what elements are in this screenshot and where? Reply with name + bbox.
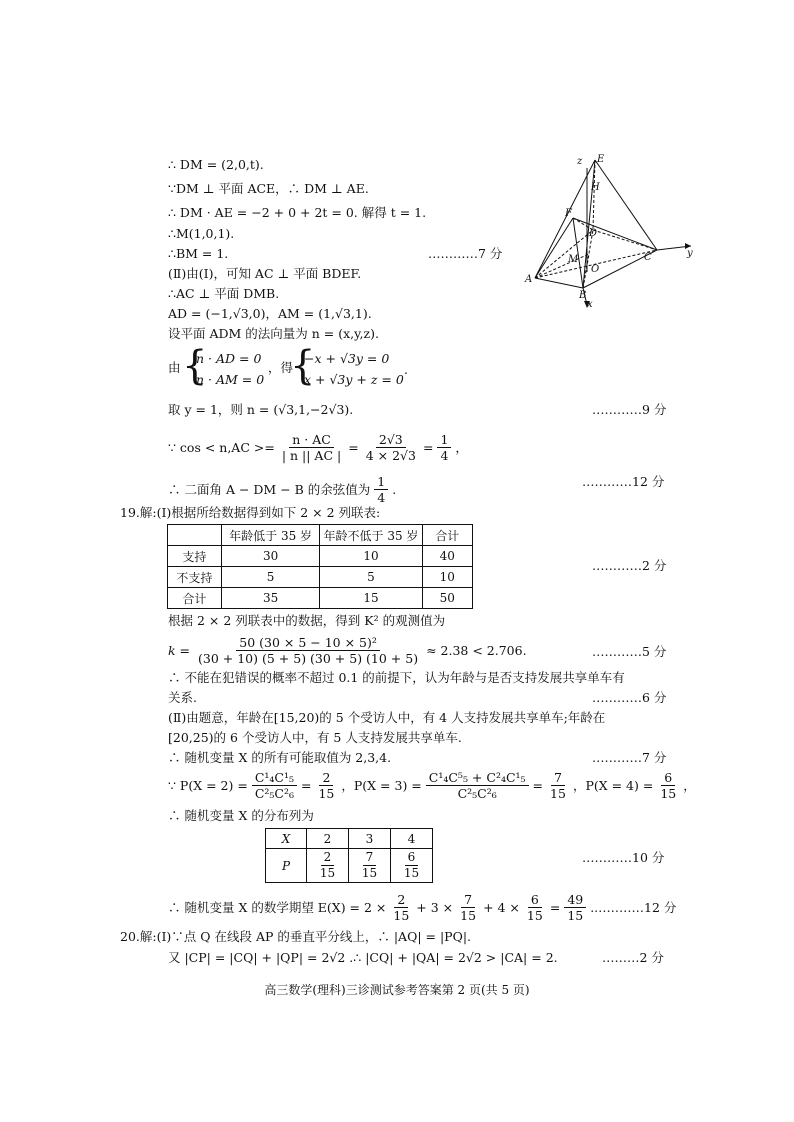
fraction: $\frac{49}{15}$	[564, 892, 586, 923]
fraction: $\frac{6}{15}$	[660, 770, 677, 801]
label-x: x	[587, 299, 593, 310]
table-cell: 10	[422, 567, 472, 588]
score-marker: ………2 分	[602, 950, 664, 965]
fraction: $\frac{7}{15}$	[460, 892, 477, 923]
table-cell: 3	[348, 829, 390, 849]
score-marker: …………2 分	[592, 558, 667, 573]
pyramid-figure	[515, 150, 700, 315]
edge-FA	[535, 218, 573, 278]
solution-line: ∴ 随机变量 X 的所有可能取值为 2,3,4.	[168, 750, 392, 765]
solution-line: ∴M(1,0,1).	[168, 226, 235, 241]
table-header-cell	[168, 525, 222, 546]
table-cell: 40	[422, 546, 472, 567]
contingency-table	[167, 524, 473, 609]
equation: −x + √3y = 0	[304, 351, 390, 366]
fraction: $\frac{2}{15}$	[318, 770, 335, 801]
edge-AB	[535, 278, 583, 288]
edge-FC	[573, 218, 657, 250]
punct: .	[404, 362, 408, 377]
table-cell: P	[266, 849, 307, 883]
table-cell: 15	[320, 588, 422, 609]
label-D: D	[589, 228, 598, 239]
probability-line: ∵ P(X = 2) = $\frac{\text{C¹₄C¹₅}}{\text{C²₅C²₆}}$ = $\frac{2}{15}$ ，P(X = 3) = $\frac{\text{C¹₄C⁵₅ + C²₄C¹₅}}{\text{C²₅C²₆}}$ = $\frac{7}{15}$ ，P(X = 4) = $\frac{6}{15}$ ，	[168, 770, 696, 801]
distribution-table	[265, 828, 433, 883]
table-row	[266, 829, 433, 849]
score-marker: …………7 分	[592, 750, 667, 765]
table-cell: $\frac{7}{15}$	[348, 849, 390, 883]
solution-line: ∴ 不能在犯错误的概率不超过 0.1 的前提下，认为年龄与是否支持发展共享单车有	[168, 670, 625, 685]
score-marker: …………10 分	[582, 850, 665, 865]
question-20-heading: 20.解:(Ⅰ)∵点 Q 在线段 AP 的垂直平分线上，∴ |AQ| = |PQ|.	[120, 929, 472, 944]
label-O: O	[591, 264, 600, 275]
table-cell: 4	[390, 829, 432, 849]
fraction: $\frac{2}{15}$	[393, 892, 410, 923]
score-marker: …………9 分	[592, 402, 667, 417]
solution-line: ∴ DM = (2,0,t).	[168, 157, 264, 172]
table-cell: 10	[320, 546, 422, 567]
table-header-cell: 年龄不低于 35 岁	[320, 525, 422, 546]
equation: n · AM = 0	[196, 372, 265, 387]
left-brace: {	[290, 343, 316, 389]
fraction: $\frac{6}{15}$	[526, 892, 543, 923]
score-marker: …………7 分	[428, 246, 503, 261]
solution-line: ∴ DM · AE = −2 + 0 + 2t = 0. 解得 t = 1.	[168, 205, 427, 220]
table-cell: 支持	[168, 546, 222, 567]
fraction: $\frac{2√3}{4 \times 2√3}$	[365, 432, 416, 463]
table-cell: 2	[306, 829, 348, 849]
equation: n · AD = 0	[196, 351, 262, 366]
system-label: 由	[168, 360, 181, 375]
table-cell: 合计	[168, 588, 222, 609]
expectation-line: ∴ 随机变量 X 的数学期望 E(X) = 2 × $\frac{2}{15}$ + 3 × $\frac{7}{15}$ + 4 × $\frac{6}{15}$ = $\frac{49}{15}$ .	[168, 892, 595, 923]
fraction: $\frac{1}{4}$	[374, 474, 388, 505]
edge-DC	[593, 230, 657, 250]
solution-line: 根据 2 × 2 列联表中的数据，得到 K² 的观测值为	[168, 613, 446, 628]
table-row	[168, 546, 473, 567]
table-header-cell: 合计	[422, 525, 472, 546]
label-F: F	[565, 208, 572, 219]
label-A: A	[525, 274, 533, 285]
table-cell: 30	[221, 546, 320, 567]
table-cell: 35	[221, 588, 320, 609]
solution-line: (Ⅱ)由(Ⅰ)，可知 AC ⊥ 平面 BDEF.	[168, 266, 362, 281]
table-cell: X	[266, 829, 307, 849]
cos-result-line: ∴ 二面角 A − DM − B 的余弦值为 $\frac{1}{4}$ .	[168, 474, 397, 505]
table-row	[168, 567, 473, 588]
edge-FB	[573, 218, 583, 288]
label-H: H	[591, 182, 600, 193]
fraction: $\frac{1}{4}$	[437, 432, 451, 463]
table-header-cell: 年龄低于 35 岁	[221, 525, 320, 546]
fraction: $\frac{\text{50 (30 × 5 − 10 × 5)²}}{(30 + 10) (5 + 5) (30 + 5) (10 + 5)}$	[198, 635, 419, 666]
k-formula-line: k = $\frac{\text{50 (30 × 5 − 10 × 5)²}}{(30 + 10) (5 + 5) (30 + 5) (10 + 5)}$ ≈ 2.38 < 2.706.	[168, 635, 527, 666]
solution-line: ∴ 随机变量 X 的分布列为	[168, 808, 314, 823]
equation: x + √3y + z = 0	[304, 372, 404, 387]
question-19-heading: 19.解:(Ⅰ)根据所给数据得到如下 2 × 2 列联表:	[120, 505, 381, 520]
score-marker: …………12 分	[582, 474, 665, 489]
table-cell: 5	[221, 567, 320, 588]
table-cell: 50	[422, 588, 472, 609]
solution-line: ∴AC ⊥ 平面 DMB.	[168, 286, 280, 301]
fraction: $\frac{n \cdot AC}{| n || AC |}$	[281, 432, 342, 463]
solution-line: 关系.	[168, 690, 197, 705]
score-marker: …………6 分	[592, 690, 667, 705]
solution-line: ∵DM ⊥ 平面 ACE，∴ DM ⊥ AE.	[168, 181, 369, 196]
table-cell: $\frac{2}{15}$	[306, 849, 348, 883]
label-E: E	[597, 154, 605, 165]
fraction: $\frac{\text{C¹₄C¹₅}}{\text{C²₅C²₆}}$	[252, 770, 297, 801]
solution-line: [20,25)的 6 个受访人中，有 5 人支持发展共享单车.	[168, 730, 462, 745]
solution-line: (Ⅱ)由题意，年龄在[15,20)的 5 个受访人中，有 4 人支持发展共享单车;年龄在	[168, 710, 606, 725]
table-cell: 不支持	[168, 567, 222, 588]
solution-line: ∴BM = 1.	[168, 246, 229, 261]
fraction: $\frac{7}{15}$	[550, 770, 566, 801]
table-row	[266, 849, 433, 883]
label-B: B	[579, 290, 587, 301]
score-marker: …………12 分	[594, 900, 677, 915]
table-cell: $\frac{6}{15}$	[390, 849, 432, 883]
score-marker: …………5 分	[592, 644, 667, 659]
label-y: y	[687, 248, 693, 259]
label-M: M	[568, 254, 579, 265]
table-row	[168, 588, 473, 609]
left-brace: {	[182, 343, 208, 389]
system-connector: ，得	[268, 360, 294, 375]
solution-line: 又 |CP| = |CQ| + |QP| = 2√2 .∴ |CQ| + |QA| = 2√2 > |CA| = 2.	[168, 950, 558, 965]
edge-EC	[595, 160, 657, 250]
fraction: $\frac{\text{C¹₄C⁵₅ + C²₄C¹₅}}{\text{C²₅C²₆}}$	[426, 770, 529, 801]
solution-line: AD = (−1,√3,0)，AM = (1,√3,1).	[168, 306, 372, 321]
label-C: C	[644, 252, 652, 263]
solution-line: 取 y = 1，则 n = (√3,1,−2√3).	[168, 402, 354, 417]
label-z: z	[577, 156, 583, 167]
solution-line: 设平面 ADM 的法向量为 n = (x,y,z).	[168, 326, 379, 341]
page-footer: 高三数学(理科)三诊测试参考答案第 2 页(共 5 页)	[264, 983, 530, 997]
table-cell: 5	[320, 567, 422, 588]
cos-line: ∵ cos < n,AC >= $\frac{n \cdot AC}{| n || AC |}$ = $\frac{2√3}{4 \times 2√3}$ = $\frac{1}{4}$ ，	[168, 432, 468, 463]
